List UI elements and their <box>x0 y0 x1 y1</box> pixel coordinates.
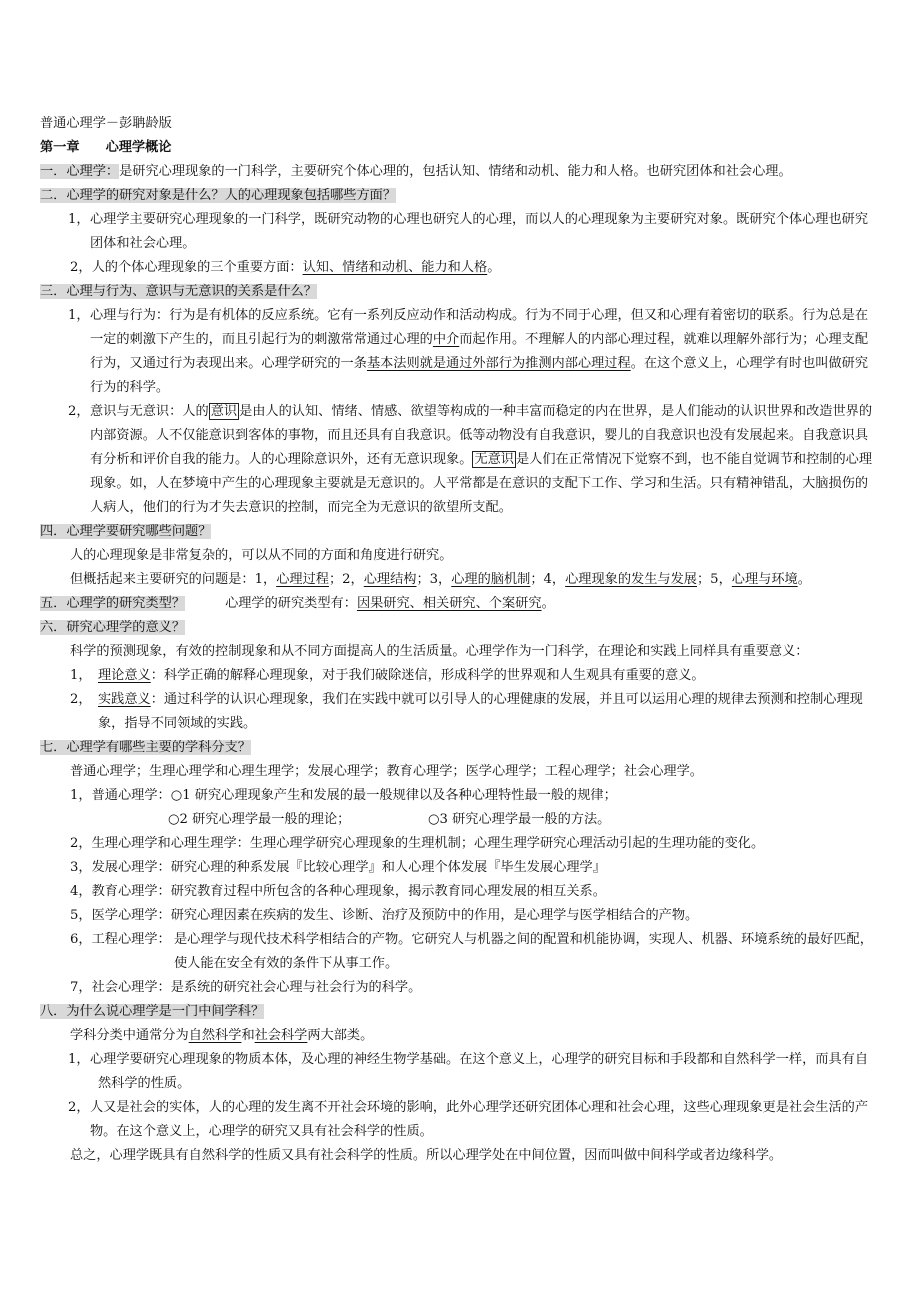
text-run: ：通过科学的认识心理现象，我们在实践中就可以引导人的心理健康的发展，并且可以运用心理的规律去预测和控制心理现象，指导不同领域的实践。 <box>98 692 863 731</box>
section-1 <box>40 160 792 184</box>
section-7-item-5 <box>70 904 698 928</box>
section-7-heading-text: 七．心理学有哪些主要的学科分支？ <box>40 740 251 755</box>
text-run: ；4， <box>530 572 566 587</box>
section-7-item-6 <box>70 928 878 976</box>
item-text: 生理心理学和心理生理学：生理心理学研究心理现象的生理机制；心理生理学研究心理活动引起的生理功能的变化。 <box>91 836 765 851</box>
item-number: 7， <box>70 980 92 995</box>
chapter-number: 第一章 <box>40 140 80 155</box>
text-run: 普通心理学： <box>91 788 171 803</box>
text-run: ；5， <box>697 572 732 587</box>
item-text: 社会心理学：是系统的研究社会心理与社会行为的科学。 <box>91 980 422 995</box>
item-text: 人的个体心理现象的三个重要方面： <box>91 260 303 275</box>
item-number: 2， <box>70 260 92 275</box>
text-run: 和 <box>241 1028 255 1043</box>
text-run: ○1 研究心理现象产生和发展的最一般规律以及各种心理特性最一般的规律； <box>170 788 617 803</box>
topic-2: 心理结构 <box>363 572 417 587</box>
underlined-term: 因果研究、相关研究、个案研究 <box>356 596 542 611</box>
section-8-item-2 <box>70 1096 878 1144</box>
item-text-end: 。 <box>487 260 501 275</box>
chapter-heading <box>40 136 172 160</box>
item-text: ：科学正确的解释心理现象，对于我们破除迷信，形成科学的世界观和人生观具有重要的意义。 <box>150 668 705 683</box>
section-7-heading <box>40 736 251 760</box>
item-text <box>70 304 878 400</box>
section-3-item-1 <box>70 304 878 400</box>
section-2-item-1 <box>70 208 878 256</box>
text-run: 是人们在正常情况下觉察不到，也不能自觉调节和控制的心理现象。如，人在梦境中产生的心理现象主要就是无意识的。人平常都是在意识的支配下工作、学习和生活。只有精神错乱，大脑损伤的人病人，他们的行为才失去意识的控制，而完全为无意识的欲望所支配。 <box>90 452 873 515</box>
item-number: 1， <box>68 1052 90 1067</box>
text-run: 心理与行为：行为是有机体的反应系统。它有一系列反应动作和活动构成。行为不同于心理，但又和心理有着密切的联系。行为总是在一定的刺激下产生的，而且引起行为的刺激常常通过心理的 <box>90 308 869 347</box>
section-4-heading-text: 四．心理学要研究哪些问题？ <box>40 524 212 539</box>
text-run: 两大部类。 <box>307 1028 374 1043</box>
text-run: ；3， <box>416 572 452 587</box>
section-7-intro: 普通心理学；生理心理学和心理生理学；发展心理学；教育心理学；医学心理学；工程心理学；社会心理学。 <box>70 764 703 779</box>
document-title: 普通心理学－彭聃龄版 <box>40 116 172 131</box>
section-1-label: 一．心理学： <box>40 164 120 179</box>
text-run: 工程心理学： <box>91 932 171 947</box>
section-6-heading-text: 六．研究心理学的意义？ <box>40 620 186 635</box>
item-lead <box>70 928 171 952</box>
section-3-item-2 <box>70 400 878 520</box>
text-run: 但概括起来主要研究的问题是：1， <box>70 572 277 587</box>
section-7-item-2 <box>70 832 764 856</box>
text-run: 学科分类中通常分为 <box>70 1028 189 1043</box>
underlined-term: 基本法则就是通过外部行为推测内部心理过程 <box>366 356 631 371</box>
section-4-intro: 人的心理现象是非常复杂的，可以从不同的方面和角度进行研究。 <box>70 548 453 563</box>
topic-4: 心理现象的发生与发展 <box>565 572 697 587</box>
item-number: 2， <box>70 836 92 851</box>
topic-1: 心理过程 <box>276 572 329 587</box>
section-8-summary: 总之，心理学既具有自然科学的性质又具有社会科学的性质。所以心理学处在中间位置，因而叫做中间科学或者边缘科学。 <box>70 1148 783 1163</box>
section-7-item-3 <box>70 856 606 880</box>
section-5-heading-text: 五．心理学的研究类型？ <box>40 596 186 611</box>
section-6-heading <box>40 616 185 640</box>
section-8-item-1 <box>70 1048 878 1096</box>
item-number: 1， <box>70 788 92 803</box>
item-text: 发展心理学：研究心理的种系发展『比较心理学』和人心理个体发展『毕生发展心理学』 <box>91 860 606 875</box>
item-text: 教育心理学：研究教育过程中所包含的各种心理现象，揭示教育同心理发展的相互关系。 <box>91 884 606 899</box>
section-3-heading-text: 三．心理与行为、意识与无意识的关系是什么？ <box>40 284 317 299</box>
underlined-term: 认知、情绪和动机、能力和人格 <box>302 260 488 275</box>
item-number: 2， <box>68 404 90 419</box>
text-run: ○3 研究心理学最一般的方法。 <box>428 812 611 827</box>
item-number: 1， <box>68 308 90 323</box>
section-6-item-2 <box>70 688 878 736</box>
item-number: 1， <box>68 212 90 227</box>
section-6-item-1 <box>70 664 705 688</box>
text-run: 心理学的研究类型有： <box>225 596 357 611</box>
boxed-term: 无意识 <box>474 452 514 467</box>
item-text: 心理学主要研究心理现象的一门科学，既研究动物的心理也研究人的心理，而以人的心理现象为主要研究对象。既研究个体心理也研究团体和社会心理。 <box>90 212 869 251</box>
item-text <box>70 400 878 520</box>
section-7-item-1-cont <box>168 808 610 832</box>
text-run: ；2， <box>328 572 364 587</box>
section-7-item-4 <box>70 880 606 904</box>
item-text <box>70 688 878 736</box>
item-number: 1， <box>70 668 92 683</box>
item-number: 3， <box>70 860 92 875</box>
item-text: 医学心理学：研究心理因素在疾病的发生、诊断、治疗及预防中的作用，是心理学与医学相结合的产物。 <box>91 908 699 923</box>
topic-3: 心理的脑机制 <box>451 572 531 587</box>
item-number: 5， <box>70 908 92 923</box>
section-1-text: 是研究心理现象的一门科学，主要研究个体心理的，包括认知、情绪和动机、能力和人格。也研究团体和社会心理。 <box>119 164 792 179</box>
topic-5: 心理与环境 <box>731 572 798 587</box>
section-4-heading <box>40 520 211 544</box>
text-run: 。 <box>797 572 811 587</box>
item-text: 人又是社会的实体，人的心理的发生离不开社会环境的影响，此外心理学还研究团体心理和社会心理，这些心理现象更是社会生活的产物。在这个意义上，心理学的研究又具有社会科学的性质。 <box>90 1100 869 1139</box>
section-4-topics <box>70 568 811 592</box>
item-text: 心理学要研究心理现象的物质本体，及心理的神经生物学基础。在这个意义上，心理学的研究目标和手段都和自然科学一样，而具有自然科学的性质。 <box>90 1052 869 1091</box>
section-6-intro: 科学的预测现象，有效的控制现象和从不同方面提高人的生活质量。心理学作为一门科学，在理论和实践上同样具有重要意义： <box>70 644 809 659</box>
item-number: 2， <box>70 692 92 707</box>
section-8-intro <box>70 1024 373 1048</box>
text-run: ○2 研究心理学最一般的理论； <box>168 812 351 827</box>
text-run: 意识与无意识：人的 <box>90 404 209 419</box>
underlined-term: 中介 <box>432 332 460 347</box>
text-run: 。在这个意义上，心理学有时也叫做研究行为的科学。 <box>90 356 869 395</box>
section-8-heading-text: 八．为什么说心理学是一门中间学科？ <box>40 1004 265 1019</box>
underlined-term: 实践意义 <box>98 692 151 707</box>
chapter-title: 心理学概论 <box>105 140 172 155</box>
underlined-term: 理论意义 <box>98 668 151 683</box>
underlined-term: 自然科学 <box>188 1028 242 1043</box>
underlined-term: 社会科学 <box>254 1028 308 1043</box>
section-7-item-1 <box>70 784 617 808</box>
text-run: 。 <box>541 596 555 611</box>
section-2-heading-text: 二．心理学的研究对象是什么？人的心理现象包括哪些方面？ <box>40 188 397 203</box>
section-2-heading <box>40 184 396 208</box>
section-8-heading <box>40 1000 264 1024</box>
section-3-heading <box>40 280 317 304</box>
text-run: 是由人的认知、情绪、情感、欲望等构成的一种丰富而稳定的内在世界，是人们能动的认识世界和改造世界的内部资源。人不仅能意识到客体的事物，而且还具有自我意识。低等动物没有自我意识，婴儿的自我意识也没有发展起来。自我意识具有分析和评价自我的能力。人的心理除意识外，还有无意识现象。 <box>90 404 873 467</box>
section-5 <box>40 592 555 616</box>
text-run: 而起作用。不理解人的内部心理过程，就难以理解外部行为；心理支配行为，又通过行为表现出来。心理学研究的一条 <box>90 332 869 371</box>
item-text: 是心理学与现代技术科学相结合的产物。它研究人与机器之间的配置和机能协调，实现人、机器、环境系统的最好匹配，使人能在安全有效的条件下从事工作。 <box>174 932 873 971</box>
item-number: 2， <box>68 1100 90 1115</box>
boxed-term: 意识 <box>210 404 238 419</box>
item-number: 6， <box>70 932 92 947</box>
section-2-item-2 <box>70 256 500 280</box>
item-number: 4， <box>70 884 92 899</box>
section-7-item-7 <box>70 976 421 1000</box>
